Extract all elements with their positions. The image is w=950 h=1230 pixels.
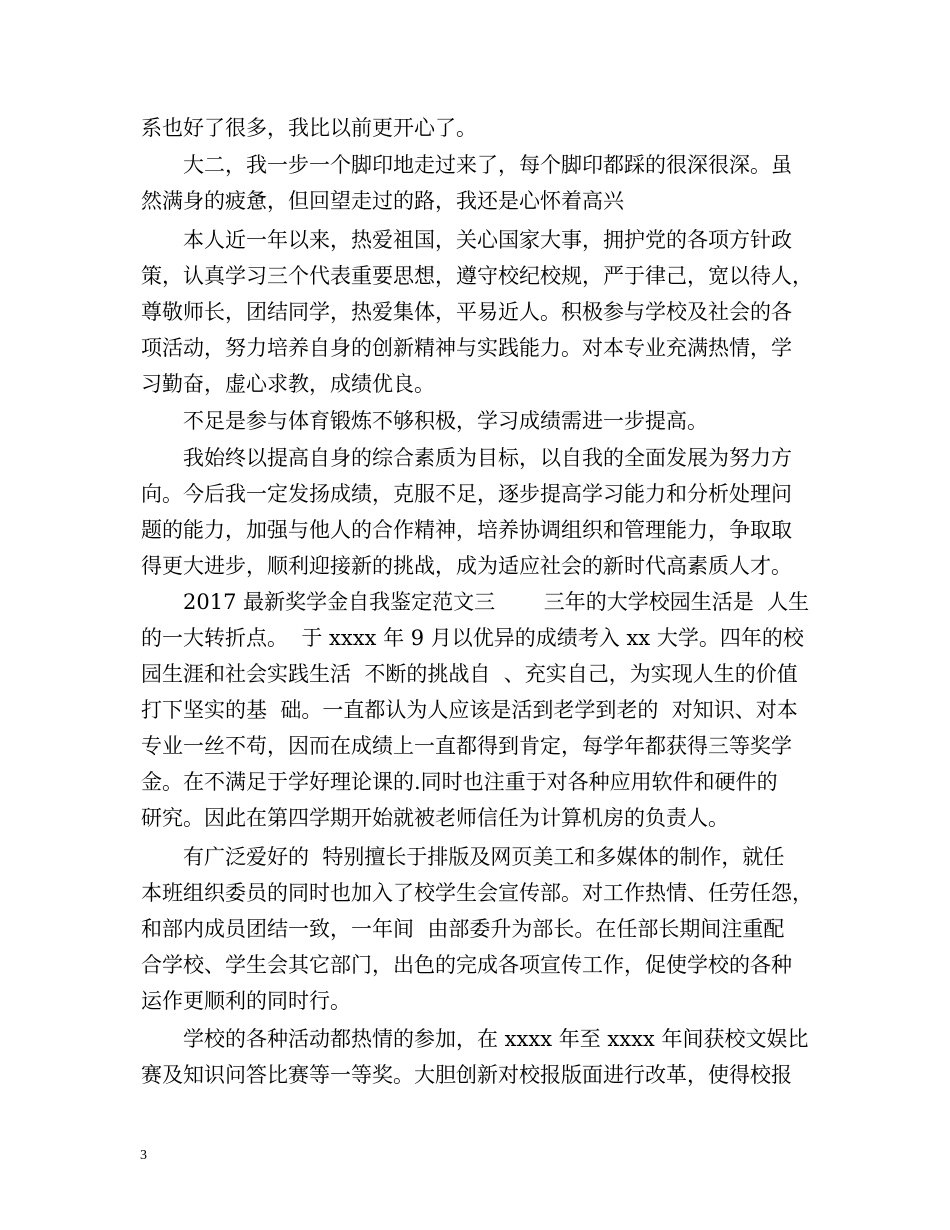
text-line: 专业一丝不苟，因而在成绩上一直都得到肯定，每学年都获得三等奖学 [141, 734, 792, 758]
text-line: 然满身的疲惫，但回望走过的路，我还是心怀着高兴 [141, 189, 624, 213]
text-line: 尊敬师长，团结同学，热爱集体，平易近人。积极参与学校及社会的各 [141, 300, 792, 324]
text-line: 项活动，努力培养自身的创新精神与实践能力。对本专业充满热情，学 [141, 336, 792, 360]
text-line: 赛及知识问答比赛等一等奖。大胆创新对校报版面进行改革，使得校报 [141, 1063, 792, 1087]
text-line: 有广泛爱好的 特别擅长于排版及网页美工和多媒体的制作，就任 [183, 845, 785, 869]
text-line: 本人近一年以来，热爱祖国，关心国家大事，拥护党的各项方针政 [183, 228, 792, 252]
text-line: 习勤奋，虚心求教，成绩优良。 [141, 372, 435, 396]
text-line: 运作更顺利的同时行。 [141, 989, 351, 1013]
text-line: 不足是参与体育锻炼不够积极，学习成绩需进一步提高。 [183, 409, 708, 433]
text-line: 大二，我一步一个脚印地走过来了，每个脚印都踩的很深很深。虽 [183, 153, 792, 177]
text-line: 合学校、学生会其它部门，出色的完成各项宣传工作，促使学校的各种 [141, 953, 792, 977]
text-line: 和部内成员团结一致，一年间 由部委升为部长。在任部长期间注重配 [141, 917, 785, 941]
text-line: 的一大转折点。 于 xxxx 年 9 月以优异的成绩考入 xx 大学。四年的校 [141, 626, 804, 650]
text-line: 题的能力，加强与他人的合作精神，培养协调组织和管理能力，争取取 [141, 518, 792, 542]
text-line: 向。今后我一定发扬成绩，克服不足，逐步提高学习能力和分析处理问 [141, 482, 792, 506]
text-line: 2017 最新奖学金自我鉴定范文三 三年的大学校园生活是 人生 [183, 590, 810, 614]
text-line: 研究。因此在第四学期开始就被老师信任为计算机房的负责人。 [141, 806, 729, 830]
text-line: 本班组织委员的同时也加入了校学生会宣传部。对工作热情、任劳任怨， [141, 881, 813, 905]
page-number: 3 [140, 1148, 147, 1163]
text-line: 金。在不满足于学好理论课的.同时也注重于对各种应用软件和硬件的 [141, 770, 778, 794]
text-line: 园生涯和社会实践生活 不断的挑战自 、充实自己，为实现人生的价值 [141, 662, 798, 686]
text-line: 学校的各种活动都热情的参加，在 xxxx 年至 xxxx 年间获校文娱比 [183, 1027, 809, 1051]
text-line: 打下坚实的基 础。一直都认为人应该是活到老学到老的 对知识、对本 [141, 698, 798, 722]
text-line: 我始终以提高自身的综合素质为目标，以自我的全面发展为努力方 [183, 446, 792, 470]
text-line: 策，认真学习三个代表重要思想，遵守校纪校规，严于律己，宽以待人， [141, 264, 813, 288]
text-line: 系也好了很多，我比以前更开心了。 [141, 116, 477, 140]
text-line: 得更大进步，顺利迎接新的挑战，成为适应社会的新时代高素质人才。 [141, 554, 792, 578]
